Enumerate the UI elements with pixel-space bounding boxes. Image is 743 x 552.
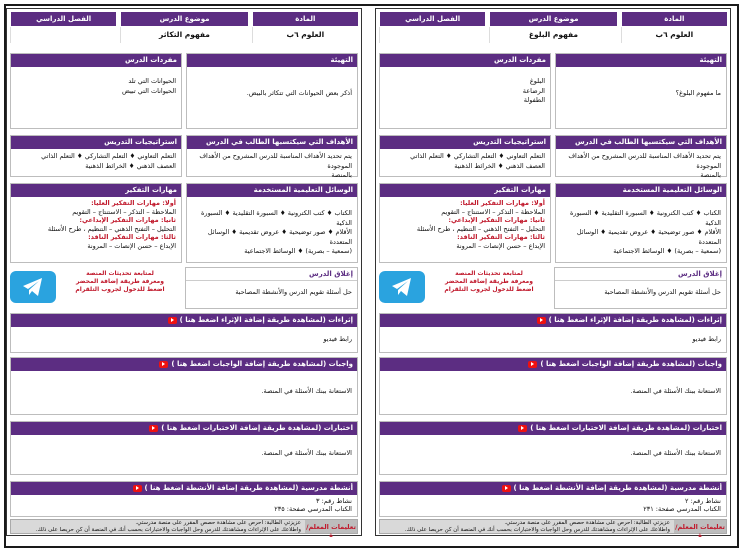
objectives-box [186,135,358,177]
intro-title: التهيئة [187,54,357,67]
activities-box [10,481,358,517]
homework-box [379,357,727,415]
subject-label: المادة [252,12,358,26]
tests-text: الاستعانة ببنك الأسئلة في المنصة. [630,449,721,457]
text-line: لمتابعة تحديثات المنصة [86,270,154,277]
closing-text: حل أسئلة تقويم الدرس والأنشطة المصاحبة [604,288,721,296]
subject-label: المادة [621,12,727,26]
thinking-title: مهارات التفكير [11,184,181,197]
text-line: يتم تحديد الأهداف المناسبة للدرس المشروح من الأهداف الموجودة [568,152,721,170]
subject-value: العلوم ٦ب [252,27,358,43]
teacher-note-label: تعليمات المعلم/ة [305,520,357,533]
teacher-note-text [15,520,301,534]
topic-value: مفهوم التكاثر [120,27,247,43]
text-line: اضغط للدخول لجروب التلقرام [75,286,165,293]
homework-text: الاستعانة ببنك الأسئلة في المنصة. [630,387,721,395]
youtube-play-icon[interactable] [168,317,177,324]
strategies-title: استراتيجيات التدريس [11,136,181,149]
vocab-list [380,67,550,109]
semester-label: الفصل الدراسي [10,12,116,26]
text-line: الطفولة [523,96,545,104]
thinking-text-3: الإبداع – حسن الإنصات – المرونة [456,241,545,250]
text-line: الحيوانات التي تبيض [121,86,176,95]
intro-title: التهيئة [556,54,726,67]
tests-title[interactable]: اختبارات (لمشاهدة طريقة إضافة الاختبارات اضغط هنا ) [11,422,357,435]
text-line: الرضاعة [522,86,545,95]
text-line: لمتابعة تحديثات المنصة [455,270,523,277]
homework-box [10,357,358,415]
intro-box [186,53,358,129]
thinking-text-3: الإبداع – حسن الإنصات – المرونة [87,241,176,250]
text-line: العصف الذهني ♦ الخرائط الذهنية [454,161,545,170]
text-line: التعلم التعاوني ♦ التعلم التشاركي ♦ التعلم الذاتي [41,152,176,160]
strategies-box [379,135,551,177]
lesson-plan-page-2 [375,8,731,539]
telegram-promo[interactable] [10,267,181,309]
telegram-promo[interactable] [379,267,550,309]
homework-text: الاستعانة ببنك الأسئلة في المنصة. [261,387,352,395]
teacher-note [379,519,727,539]
tests-text: الاستعانة ببنك الأسئلة في المنصة. [261,449,352,457]
activities-box [379,481,727,517]
header-values-row [10,27,358,43]
text-line: عزيزتي الطالبة: احرص على مشاهدة حصص المقرر على منصة مدرستي. [504,520,670,526]
text-line: نشاط رقم: ٢ [685,497,721,505]
thinking-text-2: التحليل – التفتح الذهني – التنظيم ، طرح الأسئلة [47,224,176,233]
text-line: الأقلام ♦ صور توضيحية ♦ عروض تقديمية ♦ الوسائل المتعددة [576,228,721,246]
text-line: واطلاعك على الإثراءات ومشاهدتك للدرس وحل الواجبات والاختبارات بحسب أنك في المنصة أن كن حريصا على ذلك. [35,527,301,533]
tools-text [187,197,357,260]
text-line: الحيوانات التي تلد [128,77,176,85]
text-line: بالمنصة [331,171,352,179]
text-line: الكتاب المدرسي صفحة: ٢٣١ [643,505,721,513]
youtube-play-icon[interactable] [149,425,158,432]
intro-box [555,53,727,129]
semester-value [10,27,116,43]
activities-title[interactable]: أنشطة مدرسية (لمشاهدة طريقة إضافة الأنشطة اضغط هنا ) [380,482,726,495]
closing-box [185,267,358,309]
text-line: نشاط رقم: ٣ [316,497,352,505]
thinking-heading-3: ثالثا: مهارات التفكير الناقد: [88,233,176,242]
text-line: البلوغ [529,77,545,85]
closing-title: إغلاق الدرس [555,268,726,281]
closing-box [554,267,727,309]
enrichment-text[interactable]: رابط فيديو [323,335,352,343]
strategies-text [11,149,181,174]
activities-text [380,495,726,516]
telegram-promo-text[interactable] [435,270,543,294]
tests-box [379,421,727,475]
header-values-row [379,27,727,43]
objectives-box [555,135,727,177]
topic-value: مفهوم البلوغ [489,27,616,43]
thinking-heading-1: أولا: مهارات التفكير العليا: [91,199,176,207]
tools-title: الوسائل التعليمية المستخدمة [187,184,357,197]
youtube-play-icon[interactable] [159,361,168,368]
text-line: ومعرفة طريقة إضافة المحضر [445,278,533,285]
tests-title[interactable]: اختبارات (لمشاهدة طريقة إضافة الاختبارات اضغط هنا ) [380,422,726,435]
vocab-list [11,67,181,99]
text-line: اضغط للدخول لجروب التلقرام [444,286,534,293]
teacher-note [10,519,358,539]
text-line: عزيزتي الطالبة: احرص على مشاهدة حصص المقرر على منصة مدرستي. [135,520,301,526]
thinking-heading-1: أولا: مهارات التفكير العليا: [460,199,545,207]
text-line: العصف الذهني ♦ الخرائط الذهنية [85,161,176,170]
enrichment-box [10,313,358,353]
topic-label: موضوع الدرس [489,12,616,26]
thinking-text-1: الملاحظة – التذكر – الاستنتاج – التقويم [441,207,545,216]
activities-text [11,495,357,516]
header-labels-row [10,12,358,26]
vocab-title: مفردات الدرس [11,54,181,67]
text-line: (سمعية – بصرية) ♦ الوسائط الاجتماعية [613,247,721,255]
text-line: الكتاب المدرسي صفحة: ٢٣٥ [274,505,352,513]
thinking-title: مهارات التفكير [380,184,550,197]
semester-label: الفصل الدراسي [379,12,485,26]
semester-value [379,27,485,43]
text-line: ومعرفة طريقة إضافة المحضر [76,278,164,285]
thinking-box [10,183,182,263]
strategies-text [380,149,550,174]
text-line: التعلم التعاوني ♦ التعلم التشاركي ♦ التعلم الذاتي [410,152,545,160]
homework-title[interactable]: واجبات (لمشاهدة طريقة إضافة الواجبات اضغط هنا ) [380,358,726,371]
tools-title: الوسائل التعليمية المستخدمة [556,184,726,197]
teacher-note-label: تعليمات المعلم/ة [674,520,726,533]
text-line: (سمعية – بصرية) ♦ الوسائط الاجتماعية [244,247,352,255]
strategies-box [10,135,182,177]
tools-box [186,183,358,263]
enrichment-title[interactable]: إثراءات (لمشاهدة طريقة إضافة الإثراء اضغط هنا ) [11,314,357,327]
youtube-play-icon[interactable] [537,317,546,324]
objectives-text [187,149,357,184]
text-line: الكتاب ♦ كتب الكترونية ♦ السبورة التقليدية ♦ السبورة الذكية [201,209,352,227]
youtube-play-icon[interactable] [133,485,142,492]
text-line: الكتاب ♦ كتب الكترونية ♦ السبورة التقليدية ♦ السبورة الذكية [570,209,721,227]
intro-text: أذكر بعض الحيوانات التي تتكاثر بالبيض. [246,89,352,97]
intro-text: ما مفهوم البلوغ؟ [675,89,721,97]
tools-text [556,197,726,260]
telegram-icon[interactable] [10,271,56,303]
tests-box [10,421,358,475]
thinking-heading-2: ثانيا: مهارات التفكير الإبداعي: [448,216,545,225]
lesson-plan-page-1 [6,8,362,539]
text-line: الأقلام ♦ صور توضيحية ♦ عروض تقديمية ♦ الوسائل المتعددة [207,228,352,246]
text-line: واطلاعك على الإثراءات ومشاهدتك للدرس وحل الواجبات والاختبارات بحسب أنك في المنصة أن كن حريصا على ذلك. [404,527,670,533]
telegram-icon[interactable] [379,271,425,303]
teacher-note-text [384,520,670,534]
telegram-promo-text[interactable] [66,270,174,294]
thinking-heading-3: ثالثا: مهارات التفكير الناقد: [457,233,545,242]
enrichment-box [379,313,727,353]
thinking-box [379,183,551,263]
topic-label: موضوع الدرس [120,12,247,26]
thinking-text-1: الملاحظة – التذكر – الاستنتاج – التقويم [72,207,176,216]
enrichment-text[interactable]: رابط فيديو [692,335,721,343]
thinking-text-2: التحليل – التفتح الذهني – التنظيم ، طرح الأسئلة [416,224,545,233]
activities-title[interactable]: أنشطة مدرسية (لمشاهدة طريقة إضافة الأنشطة اضغط هنا ) [11,482,357,495]
homework-title[interactable]: واجبات (لمشاهدة طريقة إضافة الواجبات اضغط هنا ) [11,358,357,371]
youtube-play-icon[interactable] [502,485,511,492]
youtube-play-icon[interactable] [518,425,527,432]
text-line: يتم تحديد الأهداف المناسبة للدرس المشروح من الأهداف الموجودة [199,152,352,170]
tools-box [555,183,727,263]
strategies-title: استراتيجيات التدريس [380,136,550,149]
header-labels-row [379,12,727,26]
objectives-text [556,149,726,184]
vocab-box [379,53,551,129]
vocab-title: مفردات الدرس [380,54,550,67]
objectives-title: الأهداف التي سيكتسبها الطالب في الدرس [187,136,357,149]
closing-title: إغلاق الدرس [186,268,357,281]
closing-text: حل أسئلة تقويم الدرس والأنشطة المصاحبة [235,288,352,296]
youtube-play-icon[interactable] [528,361,537,368]
thinking-heading-2: ثانيا: مهارات التفكير الإبداعي: [79,216,176,225]
enrichment-title[interactable]: إثراءات (لمشاهدة طريقة إضافة الإثراء اضغط هنا ) [380,314,726,327]
text-line: بالمنصة [700,171,721,179]
objectives-title: الأهداف التي سيكتسبها الطالب في الدرس [556,136,726,149]
subject-value: العلوم ٦ب [621,27,727,43]
vocab-box [10,53,182,129]
